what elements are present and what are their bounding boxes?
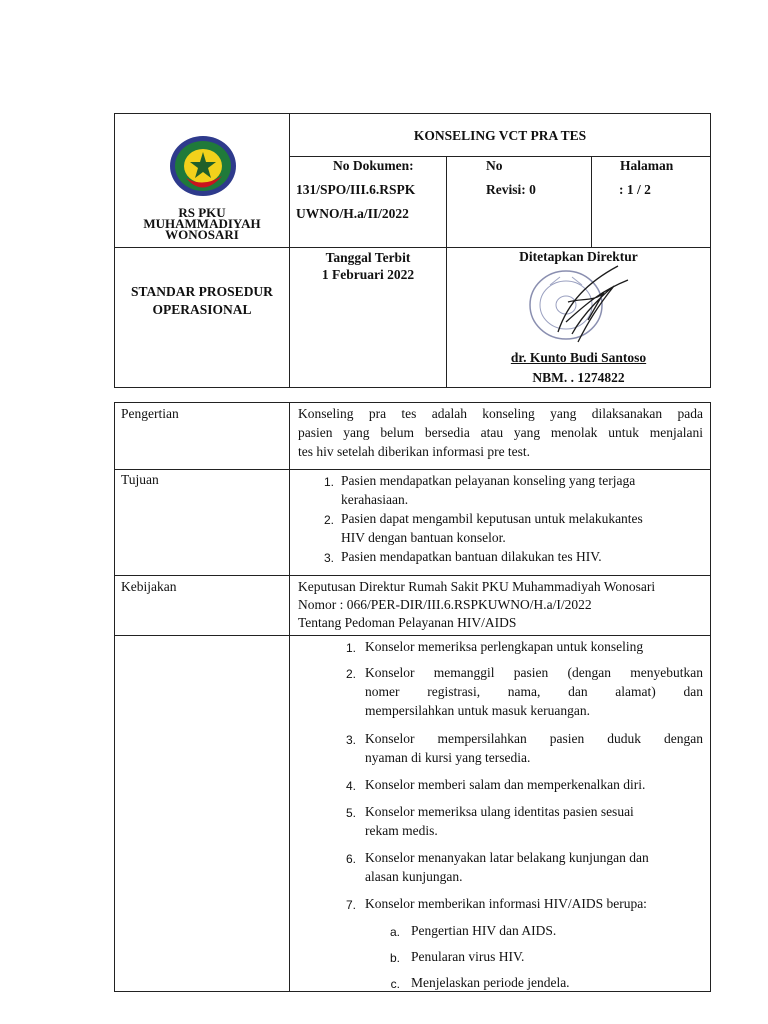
page-label: Halaman: [620, 158, 674, 173]
list-item-line: Pasien mendapatkan pelayanan konseling yang terjaga: [341, 473, 636, 488]
list-item-line: Pasien mendapatkan bantuan dilakukan tes HIV.: [341, 549, 602, 564]
list-number: 3.: [323, 551, 334, 565]
list-item: [365, 894, 703, 913]
sop-title-line: OPERASIONAL: [152, 302, 252, 317]
list-item-line: Konselor memeriksa perlengkapan untuk konseling: [365, 639, 644, 654]
list-number: 4.: [345, 779, 356, 793]
list-number: 5.: [345, 806, 356, 820]
policy-line: Nomor : 066/PER-DIR/III.6.RSPKUWNO/H.a/I/2022: [298, 597, 592, 612]
sublist-letter: c.: [390, 977, 400, 991]
sublist-letter: a.: [389, 925, 400, 939]
sublist-letter: b.: [389, 951, 400, 965]
definition-line: tes hiv setelah diberikan informasi pre test.: [298, 444, 531, 459]
list-item-line: rekam medis.: [365, 823, 438, 838]
list-item-line: nomer registrasi, nama, dan alamat) dan: [365, 684, 703, 699]
doc-number-line2: UWNO/H.a/II/2022: [296, 206, 409, 221]
sublist-item: Pengertian HIV dan AIDS.: [411, 923, 557, 938]
objective-label: Tujuan: [121, 472, 159, 487]
hospital-name-line: MUHAMMADIYAH: [143, 216, 261, 231]
list-item: [341, 547, 602, 566]
director-signature: [548, 262, 638, 346]
list-item-line: Pasien dapat mengambil keputusan untuk melakukantes: [341, 511, 643, 526]
director-name: dr. Kunto Budi Santoso: [510, 350, 647, 365]
revision-value: Revisi: 0: [486, 182, 536, 197]
doc-number-label: No Dokumen:: [333, 158, 414, 173]
sublist-item: Menjelaskan periode jendela.: [411, 975, 570, 990]
page-value: : 1 / 2: [619, 182, 651, 197]
list-item-line: Konselor mempersilahkan pasien duduk dengan: [365, 731, 703, 746]
list-number: 7.: [345, 898, 356, 912]
list-item: [365, 637, 703, 656]
policy-line: Tentang Pedoman Pelayanan HIV/AIDS: [298, 615, 517, 630]
list-item-line: kerahasiaan.: [341, 492, 409, 507]
list-item: [365, 848, 703, 886]
list-item: [341, 471, 635, 509]
hospital-name-line: RS PKU: [178, 205, 226, 220]
definition-line: Konseling pra tes adalah konseling yang dilaksanakan pada: [298, 406, 703, 421]
list-item: [365, 802, 703, 840]
doc-number-line1: 131/SPO/III.6.RSPK: [296, 182, 416, 197]
definition-label: Pengertian: [121, 406, 179, 421]
list-item: [365, 729, 703, 767]
list-number: 1.: [323, 475, 334, 489]
list-item-line: Konselor memeriksa ulang identitas pasien sesuai: [365, 804, 634, 819]
sop-title: [115, 283, 289, 319]
list-number: 6.: [345, 852, 356, 866]
list-item-line: alasan kunjungan.: [365, 869, 463, 884]
document-title: KONSELING VCT PRA TES: [413, 128, 587, 143]
list-item: [341, 509, 643, 547]
hospital-name: [115, 207, 289, 240]
list-item-line: nyaman di kursi yang tersedia.: [365, 750, 531, 765]
policy-label: Kebijakan: [121, 579, 177, 594]
list-number: 3.: [345, 733, 356, 747]
list-item-line: Konselor memberi salam dan memperkenalkan diri.: [365, 777, 646, 792]
definition-line: pasien yang belum bersedia atau yang menolak untuk menjalani: [298, 425, 703, 440]
list-number: 2.: [345, 667, 356, 681]
list-item-line: HIV dengan bantuan konselor.: [341, 530, 506, 545]
list-item-line: mempersilahkan untuk masuk keruangan.: [365, 703, 590, 718]
list-item-line: Konselor memanggil pasien (dengan menyebutkan: [365, 665, 703, 680]
definition-text: [298, 404, 703, 461]
list-item-line: Konselor menanyakan latar belakang kunjungan dan: [365, 850, 649, 865]
policy-text: [298, 578, 708, 632]
sublist-item: Penularan virus HIV.: [411, 949, 525, 964]
list-item: [365, 663, 703, 720]
issue-date-label: Tanggal Terbit: [325, 250, 411, 265]
hospital-logo: [168, 134, 238, 198]
list-item: [365, 775, 703, 794]
sop-title-line: STANDAR PROSEDUR: [131, 284, 273, 299]
list-number: 1.: [345, 641, 356, 655]
revision-label: No: [486, 158, 503, 173]
approved-by-label: Ditetapkan Direktur: [519, 249, 638, 264]
list-item-line: Konselor memberikan informasi HIV/AIDS berupa:: [365, 896, 647, 911]
hospital-name-line: WONOSARI: [165, 227, 239, 242]
issue-date-value: 1 Februari 2022: [321, 267, 415, 282]
policy-line: Keputusan Direktur Rumah Sakit PKU Muhammadiyah Wonosari: [298, 579, 656, 594]
director-nbm: NBM. . 1274822: [532, 370, 625, 385]
list-number: 2.: [323, 513, 334, 527]
issue-date-block: [290, 249, 446, 283]
